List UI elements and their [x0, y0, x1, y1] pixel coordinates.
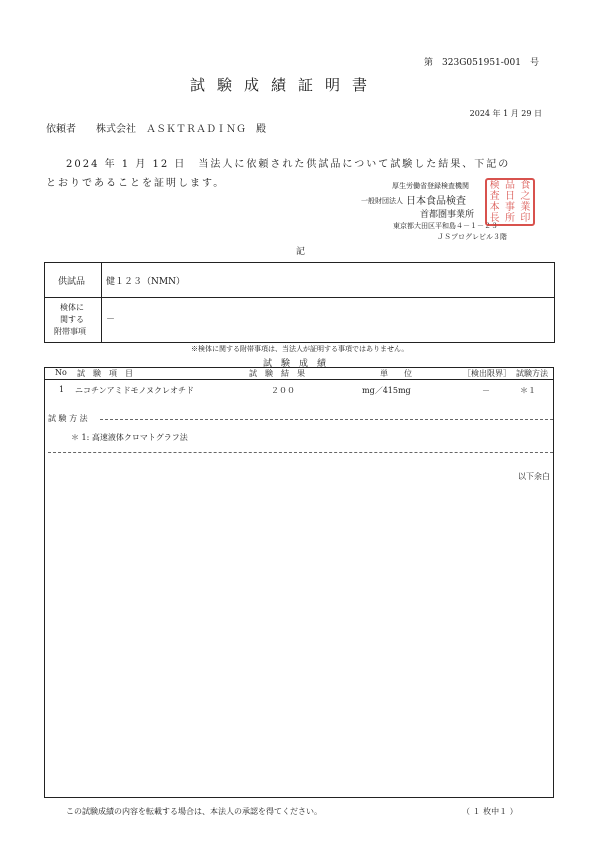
row-item: ニコチンアミドモノヌクレオチド — [75, 386, 194, 395]
row-limit: － — [482, 386, 490, 395]
requester-name: 株式会社 ＡＳＫＴＲＡＤＩＮＧ 殿 — [96, 124, 266, 135]
col-limit: ［検出限界］ — [463, 369, 511, 378]
row-unit: mg／415mg — [362, 386, 411, 395]
remainder-label: 以下余白 — [518, 472, 550, 481]
note-label-line-2: 関する — [60, 315, 84, 324]
results-header-rule — [44, 379, 554, 380]
col-item: 試 験 項 目 — [77, 369, 133, 378]
frame-bottom — [44, 797, 554, 798]
issuer-office: 首都圏事業所 — [420, 210, 475, 220]
intro-line-2: とおりであることを証明します。 — [46, 178, 226, 189]
note-label-line-3: 附帯事項 — [54, 327, 86, 336]
note-value: － — [106, 315, 116, 325]
issue-date: 2024 年 1 月 29 日 — [469, 109, 542, 118]
col-result: 試 験 結 果 — [249, 369, 305, 378]
issuer-org-name: 日本食品検査 — [406, 196, 466, 207]
certificate-number: 第 323G051951-001 号 — [424, 58, 539, 68]
col-unit: 単 位 — [380, 369, 412, 378]
col-method: 試験方法 — [516, 369, 548, 378]
sample-box-divider — [44, 297, 554, 298]
ki-label: 記 — [296, 247, 306, 257]
sample-value: 健１２３（NMN） — [106, 277, 185, 287]
methods-heading: 試 験 方 法 — [48, 414, 88, 423]
note-label-line-1: 検体に — [60, 303, 84, 312]
methods-bottom-dashed-rule — [48, 452, 553, 453]
footer-note: この試験成績の内容を転載する場合は、本法人の承認を得てください。 — [66, 807, 322, 816]
issuer-address: 東京都大田区平和島４－１－２３ — [393, 222, 498, 230]
sample-label: 供試品 — [58, 277, 86, 287]
method-item-1: ＊ 1: 高速液体クロマトグラフ法 — [71, 433, 188, 442]
issuer-building: ＪＳプログレビル３階 — [437, 233, 507, 241]
col-no: No — [55, 368, 67, 377]
requester-label: 依頼者 — [46, 124, 76, 135]
document-title: 試験成績証明書 — [190, 76, 380, 94]
issuer-registration: 厚生労働省登録検査機関 — [392, 182, 469, 190]
issuer-org-type: 一般財団法人 — [361, 197, 403, 205]
note-disclaimer: ※検体に関する附帯事項は、当法人が証明する事項ではありません。 — [191, 345, 409, 353]
page-indicator: （ １ 枚中１ ） — [462, 807, 518, 816]
row-result: ２００ — [271, 386, 295, 395]
official-seal-stamp: 検 品 食 査 日 之 本 事 業 長 所 印 — [485, 178, 535, 226]
frame-right — [553, 367, 554, 797]
sample-box-column-divider — [101, 262, 102, 342]
row-method: ＊１ — [520, 386, 536, 395]
row-no: 1 — [59, 385, 65, 394]
frame-left — [44, 367, 45, 797]
intro-line-1: 2024 年 1 月 12 日 当法人に依頼された供試品について試験した結果、下記の — [66, 159, 511, 170]
results-heading: 試 験 成 績 — [263, 359, 327, 369]
methods-dashed-rule — [100, 419, 553, 420]
